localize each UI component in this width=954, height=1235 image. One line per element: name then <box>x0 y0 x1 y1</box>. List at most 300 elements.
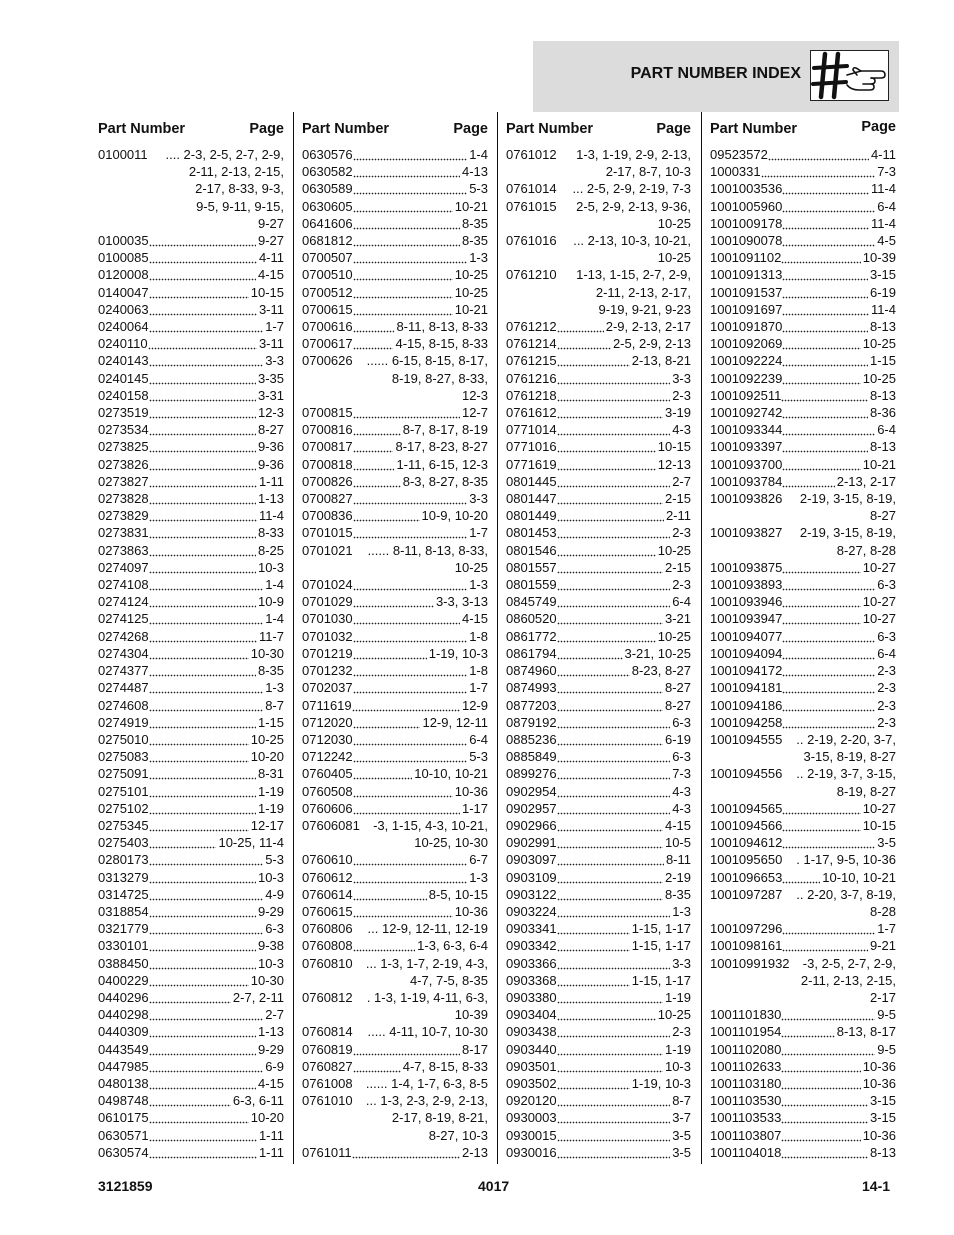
page-reference-text: 11-7 <box>258 628 284 644</box>
index-column-4 <box>710 118 896 1161</box>
page-references <box>782 920 896 937</box>
index-entry <box>710 352 896 369</box>
index-entry <box>98 800 284 817</box>
index-entry <box>710 1075 896 1092</box>
page-reference-text: 1-7 <box>877 921 896 937</box>
part-number: 0903109 <box>506 869 557 885</box>
page-references <box>557 438 691 455</box>
page-references <box>149 886 284 903</box>
page-reference-text: 1-19, 10-3 <box>428 645 488 661</box>
page-references: -3, 2-5, 2-7, 2-9, 2-11, 2-13, 2-15, 2-17 <box>800 955 896 1005</box>
page-reference-text: 10-36 <box>454 783 488 799</box>
part-number: 0761010 <box>302 1093 353 1109</box>
page-references <box>149 1006 284 1023</box>
index-entries <box>710 146 896 1161</box>
page-references: .. 2-19, 3-7, 3-15, 8-19, 8-27 <box>796 766 896 799</box>
index-entry <box>98 1023 284 1040</box>
page-references <box>149 748 284 765</box>
page-references <box>149 714 284 731</box>
page-references <box>353 937 488 954</box>
index-entry <box>506 146 691 180</box>
part-number: 0801449 <box>506 508 557 524</box>
part-number: 1001093893 <box>710 577 783 593</box>
page-reference-text: 10-21 <box>454 301 488 317</box>
index-entry <box>302 266 488 283</box>
index-entry <box>506 266 691 318</box>
part-number: 1001091102 <box>710 250 782 266</box>
part-number: 1001094565 <box>710 800 783 816</box>
index-entry <box>506 937 691 954</box>
page-references <box>353 851 488 868</box>
index-entry <box>98 714 284 731</box>
page-reference-text: 10-25 <box>250 731 284 747</box>
part-number: 0100011 <box>98 147 148 162</box>
page-references: 2-19, 3-15, 8-19, 8-27, 8-28 <box>799 525 896 558</box>
page-reference-text: 10-15 <box>250 284 284 300</box>
part-number: 0313279 <box>98 869 149 885</box>
page-reference-text: 1-13 <box>257 491 284 507</box>
index-entry <box>98 1109 284 1126</box>
index-entry <box>506 610 691 627</box>
page-references <box>557 490 691 507</box>
index-entry <box>98 576 284 593</box>
index-entry <box>302 524 488 541</box>
page-reference-text: 6-4 <box>469 731 488 747</box>
page-references <box>149 1023 284 1040</box>
page-references <box>557 800 691 817</box>
page-references <box>149 989 284 1006</box>
part-number-header: Part Number <box>98 121 186 137</box>
part-number: 0610175 <box>98 1110 149 1126</box>
page-references <box>353 456 488 473</box>
index-entry <box>710 318 896 335</box>
part-number: 0630576 <box>302 147 353 162</box>
part-number: 0761011 <box>302 1144 352 1160</box>
index-entry <box>98 972 284 989</box>
part-number: 0701232 <box>302 663 353 679</box>
index-entry <box>302 679 488 696</box>
index-entry <box>302 1075 488 1092</box>
part-number: 0275101 <box>98 783 149 799</box>
index-entry <box>506 1058 691 1075</box>
page-reference-text: 9-21 <box>869 938 896 954</box>
index-entry <box>98 834 284 851</box>
index-entry <box>506 817 691 834</box>
page-references <box>353 610 488 627</box>
page-references <box>149 352 284 369</box>
part-number: 10010991932 <box>710 955 790 971</box>
index-entry <box>98 851 284 868</box>
part-number: 0274377 <box>98 663 149 679</box>
page-references <box>149 456 284 473</box>
page-reference-text: 5-3 <box>469 181 488 197</box>
page-references <box>781 1023 896 1040</box>
page-references <box>557 679 691 696</box>
page-references <box>149 576 284 593</box>
page-references <box>353 507 488 524</box>
page-references <box>782 473 896 490</box>
index-column-3 <box>506 118 691 1161</box>
part-number: 0700512 <box>302 284 353 300</box>
page-reference-text: 8-27 <box>257 422 284 438</box>
index-entry <box>302 146 488 163</box>
page-references <box>782 834 896 851</box>
page-references <box>782 817 896 834</box>
page-references <box>781 1092 896 1109</box>
index-entry <box>98 869 284 886</box>
page-references <box>149 1075 284 1092</box>
page-references <box>761 163 896 180</box>
page-references <box>557 352 691 369</box>
page-references <box>149 920 284 937</box>
part-number: 1001093827 <box>710 525 783 541</box>
index-column-1 <box>98 118 284 1161</box>
part-number: 0761015 <box>506 198 557 214</box>
part-number: 0771016 <box>506 439 557 455</box>
page-references <box>353 731 488 748</box>
part-number: 1001093947 <box>710 611 783 627</box>
page-reference-text: 6-9 <box>265 1058 284 1074</box>
page-references <box>149 421 284 438</box>
index-entry <box>302 937 488 954</box>
page-references <box>557 1092 691 1109</box>
index-entries <box>98 146 284 1161</box>
index-entry <box>302 800 488 817</box>
index-entry <box>710 249 896 266</box>
page-references <box>148 335 284 352</box>
page-references <box>149 301 284 318</box>
index-entry <box>506 714 691 731</box>
part-number: 0400229 <box>98 972 149 988</box>
page-references <box>149 1109 284 1126</box>
index-entry <box>710 1023 896 1040</box>
part-number: 09523572 <box>710 147 768 162</box>
part-number: 1001098161 <box>710 938 783 954</box>
page-references: ...... 6-15, 8-15, 8-17, 8-19, 8-27, 8-33, 12-3 <box>366 353 488 403</box>
index-entry <box>302 232 488 249</box>
page-reference-text: 12-9 <box>461 697 488 713</box>
page-reference-text: 1-3 <box>265 680 284 696</box>
page-reference-text: 1-15 <box>869 353 896 369</box>
page-references <box>557 404 691 421</box>
part-number: 0761215 <box>506 353 557 369</box>
part-number: 0771619 <box>506 456 557 472</box>
part-number: 1001092511 <box>710 387 782 403</box>
index-entry <box>710 524 896 558</box>
page-reference-text: 3-5 <box>672 1127 691 1143</box>
index-entry <box>98 232 284 249</box>
page-references: ...... 1-4, 1-7, 6-3, 8-5 <box>365 1075 488 1091</box>
column-header <box>506 118 691 142</box>
index-entry <box>506 559 691 576</box>
page-reference-text: 5-3 <box>265 852 284 868</box>
column-divider-1 <box>293 112 294 1164</box>
page-reference-text: 8-17 <box>461 1041 488 1057</box>
part-number: 1001091870 <box>710 319 783 335</box>
index-entry <box>98 920 284 937</box>
page-reference-text: 2-3 <box>877 714 896 730</box>
page-reference-text: 10-21 <box>862 456 896 472</box>
part-number: 0630571 <box>98 1127 149 1143</box>
page-reference-text: 6-4 <box>877 422 896 438</box>
part-number: 0701032 <box>302 628 353 644</box>
page-reference-text: 1-15, 1-17 <box>631 938 691 954</box>
index-entry <box>710 301 896 318</box>
part-number: 0100035 <box>98 233 149 249</box>
index-entry <box>98 662 284 679</box>
part-number: 1001092224 <box>710 353 783 369</box>
part-number: 0280173 <box>98 852 149 868</box>
page-reference-text: 8-35 <box>664 886 691 902</box>
page-reference-text: 4-11 <box>258 250 284 266</box>
page-references <box>149 542 284 559</box>
page-reference-text: 3-15 <box>869 267 896 283</box>
index-entry <box>506 800 691 817</box>
part-number: 0275091 <box>98 766 149 782</box>
part-number: 1001103180 <box>710 1075 782 1091</box>
page-references <box>353 284 488 301</box>
part-number: 0760615 <box>302 903 353 919</box>
index-entry <box>710 180 896 197</box>
page-reference-text: 10-39 <box>862 250 896 266</box>
index-entry <box>506 421 691 438</box>
part-number: 0700826 <box>302 473 353 489</box>
part-number: 0273829 <box>98 508 149 524</box>
footer-doc-number: 3121859 <box>98 1178 153 1194</box>
index-entry <box>710 869 896 886</box>
index-entry <box>302 920 488 937</box>
page-reference-text: 7-3 <box>672 766 691 782</box>
index-entry <box>98 559 284 576</box>
part-number: 0273825 <box>98 439 149 455</box>
page-references: 2-19, 3-15, 8-19, 8-27 <box>799 491 896 524</box>
column-header <box>710 118 896 142</box>
page-references <box>353 198 488 215</box>
page-references <box>353 1058 488 1075</box>
page-reference-text: 3-11 <box>258 301 284 317</box>
page-reference-text: 6-3, 6-11 <box>232 1093 284 1109</box>
page-references <box>557 783 691 800</box>
part-number: 0274304 <box>98 645 149 661</box>
page-references <box>557 714 691 731</box>
index-entry <box>98 1075 284 1092</box>
page-reference-text: 10-20 <box>250 749 284 765</box>
page-references: ...... 8-11, 8-13, 8-33, 10-25 <box>367 542 488 575</box>
index-entry <box>302 610 488 627</box>
index-entry <box>710 955 896 1007</box>
page-references <box>557 834 691 851</box>
index-entry <box>506 697 691 714</box>
index-entry <box>710 335 896 352</box>
page-references <box>782 800 896 817</box>
part-number: 0801546 <box>506 542 557 558</box>
index-entry <box>302 318 488 335</box>
part-number: 0240143 <box>98 353 149 369</box>
index-entry <box>98 886 284 903</box>
part-number: 0275345 <box>98 817 149 833</box>
page-references <box>149 972 284 989</box>
page-reference-text: 2-9, 2-13, 2-17 <box>605 319 691 335</box>
page-reference-text: 6-3 <box>672 749 691 765</box>
page-reference-text: 2-7, 2-11 <box>232 989 284 1005</box>
index-entry <box>710 559 896 576</box>
page-references <box>149 249 284 266</box>
part-number: 0903341 <box>506 921 557 937</box>
part-number: 0498748 <box>98 1093 149 1109</box>
page-references <box>557 370 691 387</box>
part-number: 0700616 <box>302 319 353 335</box>
page-references <box>557 473 691 490</box>
page-reference-text: 2-11 <box>665 508 691 524</box>
page-reference-text: 8-35 <box>461 215 488 231</box>
part-number: 0761212 <box>506 319 557 335</box>
part-number: 0903501 <box>506 1058 557 1074</box>
page-references <box>782 679 896 696</box>
index-entry <box>506 593 691 610</box>
page-references <box>782 198 896 215</box>
page-reference-text: 2-5, 2-9, 2-13 <box>612 336 691 352</box>
page-reference-text: 1-17 <box>461 800 488 816</box>
page-references <box>557 869 691 886</box>
page-references <box>782 266 896 283</box>
page-reference-text: 10-10, 10-21 <box>414 766 488 782</box>
part-number: 1001093344 <box>710 422 783 438</box>
part-number: 1001005960 <box>710 198 783 214</box>
page-reference-text: 3-7 <box>672 1110 691 1126</box>
index-entry <box>302 576 488 593</box>
page-references <box>149 628 284 645</box>
page-references <box>768 146 896 163</box>
page-references <box>353 266 488 283</box>
index-entry <box>506 886 691 903</box>
part-number: 0930015 <box>506 1127 557 1143</box>
page-reference-text: 3-5 <box>877 835 896 851</box>
page-references <box>353 783 488 800</box>
page-reference-text: 4-13 <box>461 164 488 180</box>
page-reference-text: 4-15 <box>664 817 691 833</box>
page-reference-text: 1-19, 10-3 <box>631 1075 691 1091</box>
index-entry <box>302 335 488 352</box>
page-references <box>149 473 284 490</box>
page-reference-text: 2-3 <box>672 577 691 593</box>
index-entry <box>98 1058 284 1075</box>
page-references: ... 1-3, 2-3, 2-9, 2-13, 2-17, 8-19, 8-21, 8-27, 10-3 <box>365 1093 488 1143</box>
page-reference-text: 9-5 <box>877 1041 896 1057</box>
part-number: 0712020 <box>302 714 353 730</box>
page-reference-text: 11-4 <box>870 301 896 317</box>
index-entry <box>710 1127 896 1144</box>
page-reference-text: 8-7, 8-17, 8-19 <box>402 422 488 438</box>
page-references <box>353 490 488 507</box>
index-entry <box>302 645 488 662</box>
index-entry <box>710 679 896 696</box>
page-references <box>557 989 691 1006</box>
page-references <box>557 920 691 937</box>
part-number: 1001094258 <box>710 714 783 730</box>
page-references <box>557 1144 691 1161</box>
header-banner <box>533 41 899 112</box>
page-reference-text: 9-5 <box>877 1007 896 1023</box>
part-number: 1001094094 <box>710 645 783 661</box>
part-number: 0861772 <box>506 628 557 644</box>
page-references <box>781 1144 896 1161</box>
page-reference-text: 11-4 <box>870 181 896 197</box>
page-reference-text: 10-25 <box>657 628 691 644</box>
index-entry <box>710 232 896 249</box>
page-references <box>781 249 896 266</box>
page-reference-text: 2-7 <box>672 473 691 489</box>
index-entry <box>98 1041 284 1058</box>
part-number: 0760606 <box>302 800 353 816</box>
page-reference-text: 2-3 <box>877 680 896 696</box>
part-number: 0314725 <box>98 886 149 902</box>
index-entry <box>98 387 284 404</box>
index-entry <box>98 955 284 972</box>
page-reference-text: 3-3, 3-13 <box>435 594 488 610</box>
page-reference-text: 3-21, 10-25 <box>624 645 691 661</box>
index-entry <box>98 610 284 627</box>
page-reference-text: 1-19 <box>664 1041 691 1057</box>
part-number: 0760610 <box>302 852 353 868</box>
page-references <box>557 1075 691 1092</box>
index-entry <box>302 714 488 731</box>
page-reference-text: 10-10, 10-21 <box>822 869 896 885</box>
part-number: 0712242 <box>302 749 353 765</box>
page-reference-text: 3-5 <box>672 1144 691 1160</box>
index-entry <box>710 370 896 387</box>
part-number-header: Part Number <box>302 121 390 137</box>
page-references <box>149 593 284 610</box>
page-reference-text: 2-15 <box>664 491 691 507</box>
page-title: PART NUMBER INDEX <box>630 65 801 82</box>
part-number: 0903122 <box>506 886 557 902</box>
page-reference-text: 10-27 <box>862 800 896 816</box>
page-references <box>149 731 284 748</box>
part-number: 0140047 <box>98 284 149 300</box>
page-reference-text: 8-31 <box>257 766 284 782</box>
index-entry <box>506 1006 691 1023</box>
page-references <box>353 249 488 266</box>
page-reference-text: 8-13, 8-17 <box>836 1024 896 1040</box>
index-entry <box>710 1092 896 1109</box>
page-reference-text: 4-15, 8-15, 8-33 <box>395 336 488 352</box>
page-reference-text: 6-3 <box>672 714 691 730</box>
page-references <box>353 524 488 541</box>
page-references <box>557 903 691 920</box>
column-divider-2 <box>497 112 498 1164</box>
part-number: 0100085 <box>98 250 149 266</box>
page-reference-text: 2-15 <box>664 559 691 575</box>
part-number: 0273831 <box>98 525 149 541</box>
page-reference-text: 8-13 <box>869 387 896 403</box>
page-reference-text: 9-36 <box>257 456 284 472</box>
index-entry <box>98 645 284 662</box>
page-references <box>149 645 284 662</box>
part-number: 0845749 <box>506 594 557 610</box>
part-number: 0860520 <box>506 611 557 627</box>
part-number: 0630605 <box>302 198 353 214</box>
page-reference-text: 10-25 <box>657 1007 691 1023</box>
page-reference-text: 10-25 <box>657 542 691 558</box>
page-references <box>149 765 284 782</box>
page-references <box>149 524 284 541</box>
page-reference-text: 10-15 <box>657 439 691 455</box>
part-number: 0801453 <box>506 525 557 541</box>
index-entry <box>98 748 284 765</box>
index-entry <box>506 972 691 989</box>
page-references: ... 2-13, 10-3, 10-21, 10-25 <box>573 233 691 266</box>
part-number: 0885849 <box>506 749 557 765</box>
